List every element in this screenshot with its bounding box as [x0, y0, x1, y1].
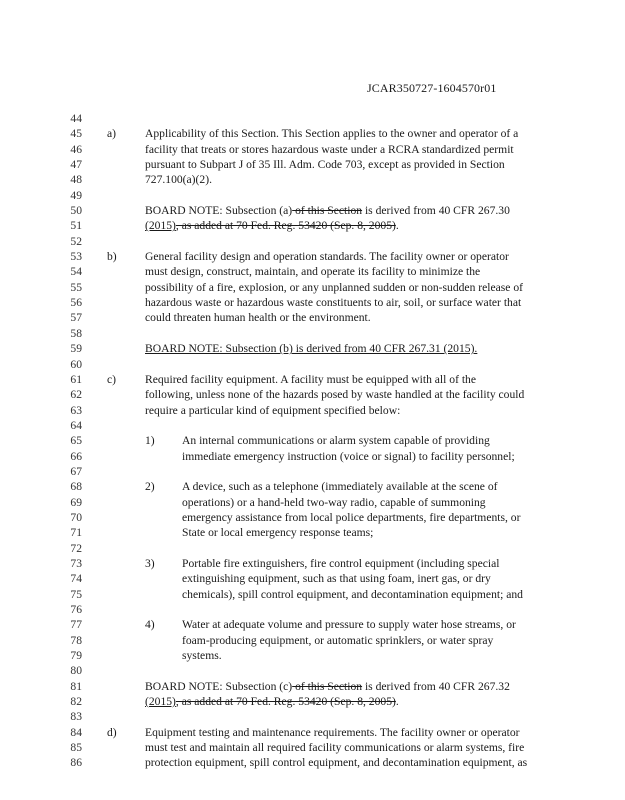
text-line: [0, 510, 625, 525]
text-segment: facility that treats or stores hazardous waste under a RCRA standardized permit: [145, 142, 514, 156]
line-text: [182, 433, 490, 448]
line-number: 79: [70, 649, 82, 663]
line-text: [182, 648, 222, 663]
text-segment: chemicals), spill control equipment, and decontamination equipment; and: [182, 587, 523, 601]
text-line: [0, 172, 625, 187]
text-line: [0, 541, 625, 556]
text-segment: systems.: [182, 649, 222, 663]
text-segment: require a particular kind of equipment specified below:: [145, 403, 401, 417]
text-segment: .: [395, 695, 399, 709]
text-line: [0, 725, 625, 740]
text-line: [0, 142, 625, 157]
text-line: [0, 357, 625, 372]
text-line: [0, 111, 625, 126]
text-line: [0, 387, 625, 402]
line-text: [145, 126, 518, 141]
line-text: [145, 372, 476, 387]
line-text: [145, 264, 480, 279]
text-segment: General facility design and operation standards. The facility owner or operator: [145, 250, 509, 264]
text-line: [0, 571, 625, 586]
text-segment: operations) or a hand-held two-way radio, capable of summoning: [182, 495, 486, 509]
text-line: [0, 310, 625, 325]
text-segment: must test and maintain all required facility communications or alarm systems, fire: [145, 741, 525, 755]
line-text: [145, 142, 514, 157]
deleted-text: of this Section: [292, 204, 363, 218]
text-line: [0, 188, 625, 203]
line-text: [145, 310, 371, 325]
line-number: 73: [70, 556, 82, 570]
line-number: 69: [70, 495, 82, 509]
line-text: [145, 157, 505, 172]
line-number: 62: [70, 388, 82, 402]
text-segment: 727.100(a)(2).: [145, 173, 212, 187]
subsection-label: 2): [145, 480, 155, 494]
text-segment: An internal communications or alarm system capable of providing: [182, 434, 490, 448]
subsection-label: a): [107, 127, 117, 141]
line-text: [145, 218, 399, 233]
text-line: [0, 587, 625, 602]
line-text: [145, 694, 399, 709]
subsection-label: 4): [145, 618, 155, 632]
line-number: 82: [70, 695, 82, 709]
line-number: 70: [70, 510, 82, 524]
text-line: [0, 403, 625, 418]
text-segment: Required facility equipment. A facility must be equipped with all of the: [145, 372, 476, 386]
line-text: [182, 449, 515, 464]
text-segment: possibility of a fire, explosion, or any unplanned sudden or non-sudden release of: [145, 280, 523, 294]
line-text: [145, 203, 510, 218]
text-line: [0, 449, 625, 464]
line-number: 48: [70, 173, 82, 187]
inserted-text: (2015): [145, 695, 176, 709]
line-number: 68: [70, 480, 82, 494]
text-segment: protection equipment, spill control equipment, and decontamination equipment, as: [145, 756, 528, 770]
text-line: [0, 264, 625, 279]
text-line: [0, 694, 625, 709]
text-segment: foam-producing equipment, or automatic sprinklers, or water spray: [182, 633, 494, 647]
line-number: 85: [70, 741, 82, 755]
text-line: [0, 372, 625, 387]
line-number: 77: [70, 618, 82, 632]
line-number: 47: [70, 158, 82, 172]
document-id: JCAR350727-1604570r01: [367, 81, 497, 95]
line-text: [182, 495, 486, 510]
text-segment: Portable fire extinguishers, fire control equipment (including special: [182, 556, 500, 570]
text-segment: Applicability of this Section. This Section applies to the owner and operator of a: [145, 127, 519, 141]
line-text: [145, 740, 524, 755]
line-number: 52: [70, 234, 82, 248]
line-text: [182, 633, 493, 648]
line-number: 78: [70, 633, 82, 647]
line-number: 59: [70, 342, 82, 356]
line-number: 75: [70, 587, 82, 601]
subsection-label: 1): [145, 434, 155, 448]
text-segment: emergency assistance from local police departments, fire departments, or: [182, 510, 521, 524]
text-line: [0, 126, 625, 141]
text-line: [0, 203, 625, 218]
text-segment: immediate emergency instruction (voice or signal) to facility personnel;: [182, 449, 515, 463]
text-line: [0, 280, 625, 295]
text-line: [0, 495, 625, 510]
line-text: [182, 510, 520, 525]
text-line: [0, 218, 625, 233]
line-number: 65: [70, 434, 82, 448]
line-text: [145, 341, 477, 356]
text-segment: A device, such as a telephone (immediately available at the scene of: [182, 480, 498, 494]
text-line: [0, 755, 625, 770]
line-number: 44: [70, 112, 82, 125]
line-text: [182, 556, 499, 571]
text-segment: could threaten human health or the environment.: [145, 311, 371, 325]
line-number: 80: [70, 664, 82, 678]
text-line: [0, 326, 625, 341]
text-line: [0, 709, 625, 724]
line-number: 54: [70, 265, 82, 279]
line-text: [145, 249, 509, 264]
text-segment: following, unless none of the hazards posed by waste handled at the facility could: [145, 388, 525, 402]
line-text: [182, 479, 497, 494]
line-text: [145, 295, 521, 310]
text-segment: Equipment testing and maintenance requirements. The facility owner or operator: [145, 725, 520, 739]
text-segment: hazardous waste or hazardous waste constituents to air, soil, or surface water that: [145, 296, 522, 310]
line-number: 86: [70, 756, 82, 770]
subsection-label: 3): [145, 556, 155, 570]
text-line: [0, 556, 625, 571]
line-number: 71: [70, 526, 82, 540]
deleted-text: of this Section: [292, 679, 363, 693]
text-line: [0, 679, 625, 694]
line-number: 61: [70, 372, 82, 386]
text-line: [0, 617, 625, 632]
text-line: [0, 740, 625, 755]
subsection-label: b): [107, 250, 117, 264]
text-line: [0, 633, 625, 648]
text-segment: extinguishing equipment, such as that using foam, inert gas, or dry: [182, 572, 491, 586]
deleted-text: , as added at 70 Fed. Reg. 53420 (Sep. 8, 2005): [175, 695, 396, 709]
line-number: 63: [70, 403, 82, 417]
line-number: 57: [70, 311, 82, 325]
line-text: [145, 725, 520, 740]
line-number: 83: [70, 710, 82, 724]
line-number: 56: [70, 296, 82, 310]
line-number: 64: [70, 418, 82, 432]
deleted-text: , as added at 70 Fed. Reg. 53420 (Sep. 8, 2005): [175, 219, 396, 233]
line-text: [182, 617, 516, 632]
text-line: [0, 157, 625, 172]
line-text: [182, 571, 491, 586]
line-text: [145, 403, 400, 418]
line-number: 67: [70, 464, 82, 478]
text-line: [0, 525, 625, 540]
line-number: 66: [70, 449, 82, 463]
text-line: [0, 648, 625, 663]
line-text: [145, 280, 523, 295]
line-number: 76: [70, 603, 82, 616]
line-number: 50: [70, 204, 82, 218]
line-number: 55: [70, 280, 82, 294]
text-segment: must design, construct, maintain, and operate its facility to minimize the: [145, 265, 481, 279]
line-number: 72: [70, 541, 82, 555]
inserted-text: BOARD NOTE: Subsection (b) is derived from 40 CFR 267.31 (2015).: [145, 342, 478, 356]
line-number: 53: [70, 250, 82, 264]
subsection-label: d): [107, 725, 117, 739]
subsection-label: c): [107, 372, 117, 386]
line-text: [145, 755, 527, 770]
text-line: [0, 341, 625, 356]
line-number: 46: [70, 142, 82, 156]
text-segment: pursuant to Subpart J of 35 Ill. Adm. Code 703, except as provided in Section: [145, 158, 505, 172]
text-line: [0, 418, 625, 433]
inserted-text: (2015): [145, 219, 176, 233]
text-segment: is derived from 40 CFR 267.32: [362, 679, 510, 693]
text-line: [0, 464, 625, 479]
line-number: 45: [70, 127, 82, 141]
text-line: [0, 663, 625, 678]
text-line: [0, 295, 625, 310]
line-text: [145, 679, 510, 694]
line-number: 74: [70, 572, 82, 586]
document-body: [0, 111, 625, 771]
line-number: 49: [70, 188, 82, 202]
text-segment: BOARD NOTE: Subsection (c): [145, 679, 293, 693]
text-segment: State or local emergency response teams;: [182, 526, 374, 540]
text-segment: Water at adequate volume and pressure to supply water hose streams, or: [182, 618, 516, 632]
line-number: 84: [70, 725, 82, 739]
text-line: [0, 234, 625, 249]
line-number: 58: [70, 326, 82, 340]
line-number: 81: [70, 679, 82, 693]
text-line: [0, 433, 625, 448]
text-segment: BOARD NOTE: Subsection (a): [145, 204, 293, 218]
line-number: 60: [70, 357, 82, 371]
text-segment: is derived from 40 CFR 267.30: [362, 204, 510, 218]
text-line: [0, 249, 625, 264]
text-line: [0, 602, 625, 617]
line-text: [182, 525, 373, 540]
line-number: 51: [70, 219, 82, 233]
line-text: [182, 587, 523, 602]
line-text: [145, 172, 212, 187]
text-segment: .: [395, 219, 399, 233]
line-text: [145, 387, 524, 402]
text-line: [0, 479, 625, 494]
